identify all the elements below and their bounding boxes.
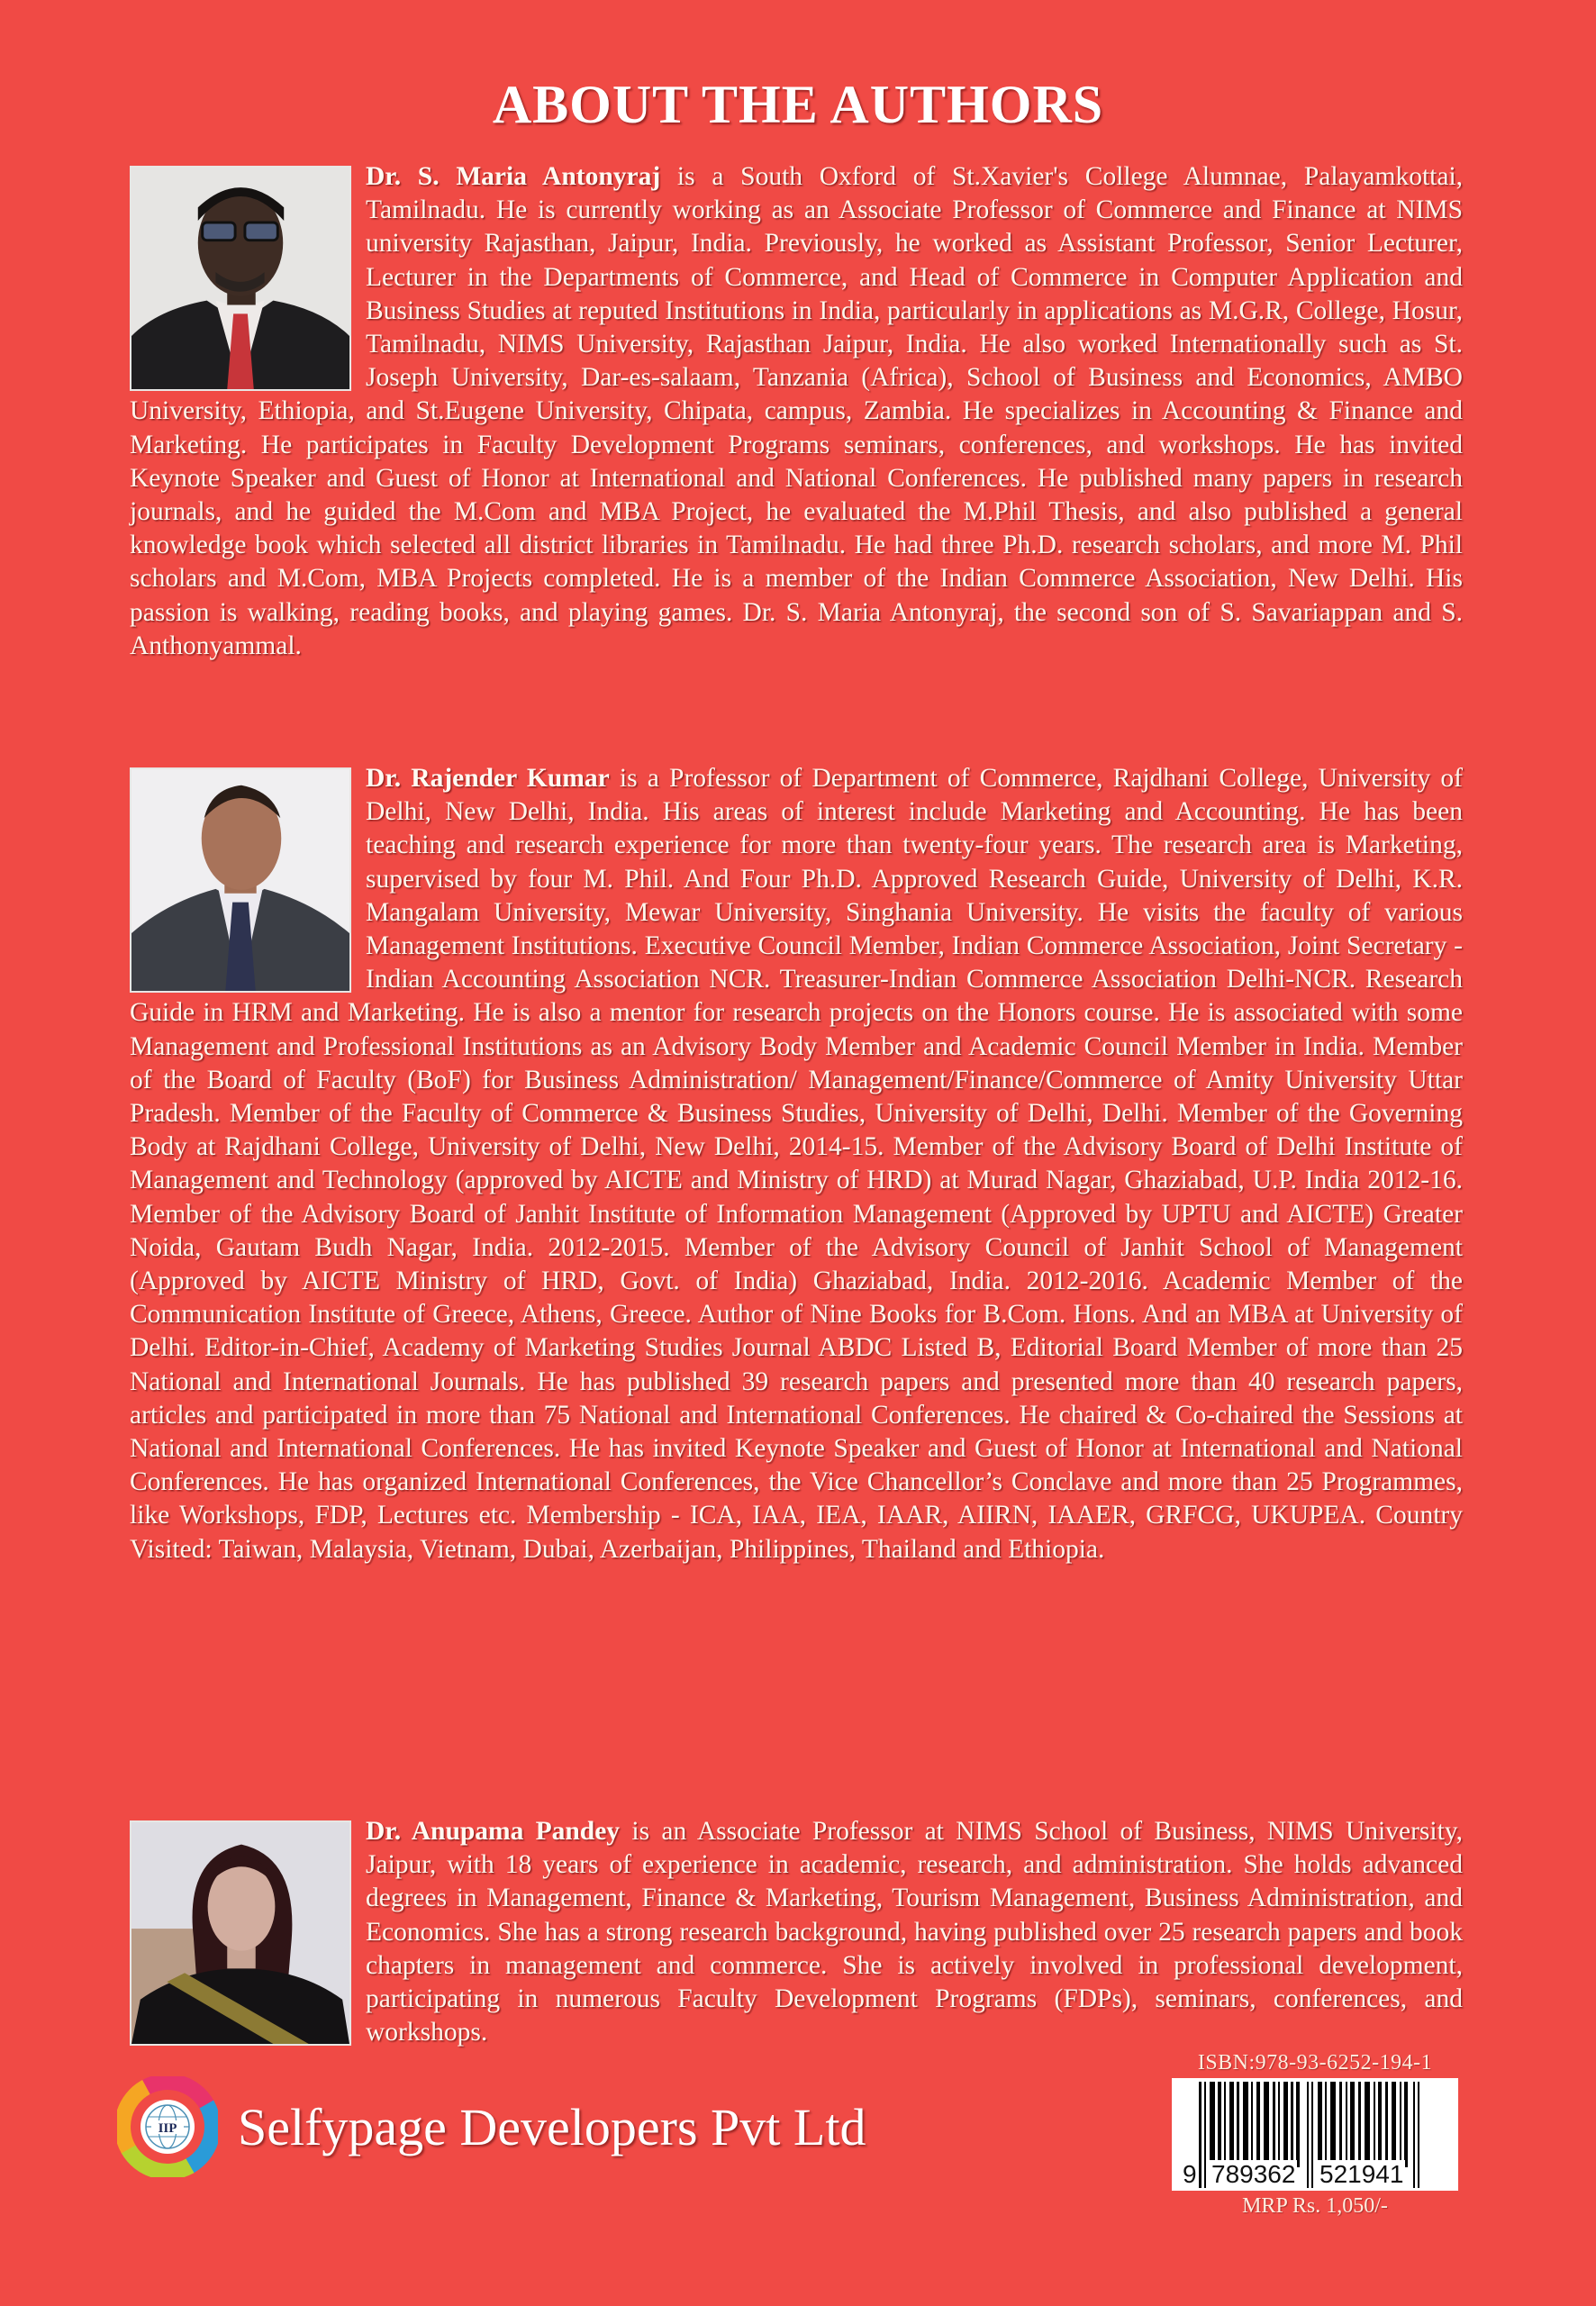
author-bio-1 [130,160,1463,663]
author-name-3: Dr. Anupama Pandey [366,1817,621,1846]
isbn-block [1171,2051,1459,2219]
svg-text:IIP: IIP [158,2121,177,2136]
author-photo-1 [130,166,351,391]
author-bio-text-3: is an Associate Professor at NIMS School of Business, NIMS University, Jaipur, with 18 years of experience in academic, research, and administration. She holds advanced degrees in Management, Finance & Marketing, Tourism Management, Business Administration, and Economics. She has a strong research background, having published over 25 research papers and book chapters in management and commerce. She is actively involved in professional development, participating in numerous Faculty Development Programs (FDPs), seminars, conferences, and workshops. [366,1817,1463,2047]
author-bio-3 [130,1815,1463,2049]
author-photo-3 [130,1820,351,2046]
author-photo-2 [130,767,351,993]
publisher-name: Selfypage Developers Pvt Ltd [238,2097,866,2156]
barcode-digit-prefix: 9 [1183,2160,1197,2188]
portrait-image [131,1822,349,2044]
author-name-2: Dr. Rajender Kumar [366,764,610,793]
author-bio-2 [130,762,1463,1566]
author-name-1: Dr. S. Maria Antonyraj [366,162,661,191]
price-label: MRP Rs. 1,050/- [1242,2194,1388,2218]
publisher-block [117,2076,866,2177]
barcode-digit-group-1: 789362 [1211,2160,1296,2188]
barcode-digit-group-2: 521941 [1319,2160,1404,2188]
page-title: ABOUT THE AUTHORS [492,75,1104,134]
publisher-logo-icon [117,2076,218,2177]
barcode [1172,2078,1458,2191]
author-bio-text-2: is a Professor of Department of Commerce, Rajdhani College, University of Delhi, New Delhi, India. His areas of interest include Marketing and Accounting. He has been teaching and research experience for more than twenty-four years. The research area is Marketing, supervised by four M. Phil. And Four Ph.D. Approved Research Guide, University of Delhi, K.R. Mangalam University, Mewar University, Singhania University. He visits the faculty of various Management Institutions. Executive Council Member, Indian Commerce Association, Joint Secretary - Indian Accounting Association NCR. Treasurer-Indian Commerce Association Delhi-NCR. Research Guide in HRM and Marketing. He is also a mentor for research projects on the Honors course. He is associated with some Management and Professional Institutions as an Advisory Body Member and Academic Council Member in India. Member of the Board of Faculty (BoF) for Business Administration/ Management/Finance/Commerce of Amity University Uttar Pradesh. Member of the Faculty of Commerce & Business Studies, University of Delhi, Delhi. Member of the Governing Body at Rajdhani College, University of Delhi, New Delhi, 2014-15. Member of the Advisory Board of Delhi Institute of Management and Technology (approved by AICTE and Ministry of HRD) at Murad Nagar, Ghaziabad, U.P. India 2012-16. Member of the Advisory Board of Janhit Institute of Information Management (Approved by UPTU and AICTE) Greater Noida, Gautam Budh Nagar, India. 2012-2015. Member of the Advisory Council of Janhit School of Management (Approved by AICTE Ministry of HRD, Govt. of India) Ghaziabad, India. 2012-2016. Academic Member of the Communication Institute of Greece, Athens, Greece. Author of Nine Books for B.Com. Hons. And an MBA at University of Delhi. Editor-in-Chief, Academy of Marketing Studies Journal ABDC Listed B, Editorial Board Member of more than 25 National and International Journals. He has published 39 research papers and presented more than 40 research papers, articles and participated in more than 75 National and International Conferences. He chaired & Co-chaired the Sessions at National and International Conferences. He has invited Keynote Speaker and Guest of Honor at International and National Conferences. He has organized International Conferences, the Vice Chancellor’s Conclave and more than 25 Programmes, like Workshops, FDP, Lectures etc. Membership - ICA, IAA, IEA, IAAR, AIIRN, IAAER, GRFCG, UKUPEA. Country Visited: Taiwan, Malaysia, Vietnam, Dubai, Azerbaijan, Philippines, Thailand and Ethiopia. [130,764,1463,1564]
author-bio-text-1: is a South Oxford of St.Xavier's College Alumnae, Palayamkottai, Tamilnadu. He is currently working as an Associate Professor of Commerce and Finance at NIMS university Rajasthan, Jaipur, India. Previously, he worked as Assistant Professor, Senior Lecturer, Lecturer in the Departments of Commerce, and Head of Commerce in Computer Application and Business Studies at reputed Institutions in India, particularly in applications as M.G.R, College, Hosur, Tamilnadu, NIMS University, Rajasthan Jaipur, India. He also worked Internationally such as St. Joseph University, Dar-es-salaam, Tanzania (Africa), School of Business and Economics, AMBO University, Ethiopia, and St.Eugene University, Chipata, campus, Zambia. He specializes in Accounting & Finance and Marketing. He participates in Faculty Development Programs seminars, conferences, and workshops. He has invited Keynote Speaker and Guest of Honor at International and National Conferences. He published many papers in research journals, and he guided the M.Com and MBA Project, he evaluated the M.Phil Thesis, and also published a general knowledge book which selected all district libraries in Tamilnadu. He had three Ph.D. research scholars, and more M. Phil scholars and M.Com, MBA Projects completed. He is a member of the Indian Commerce Association, New Delhi. His passion is walking, reading books, and playing games. Dr. S. Maria Antonyraj, the second son of S. Savariappan and S. Anthonyammal. [130,162,1464,660]
portrait-image [131,168,349,389]
portrait-image [131,769,349,991]
isbn-label: ISBN:978-93-6252-194-1 [1197,2051,1433,2074]
